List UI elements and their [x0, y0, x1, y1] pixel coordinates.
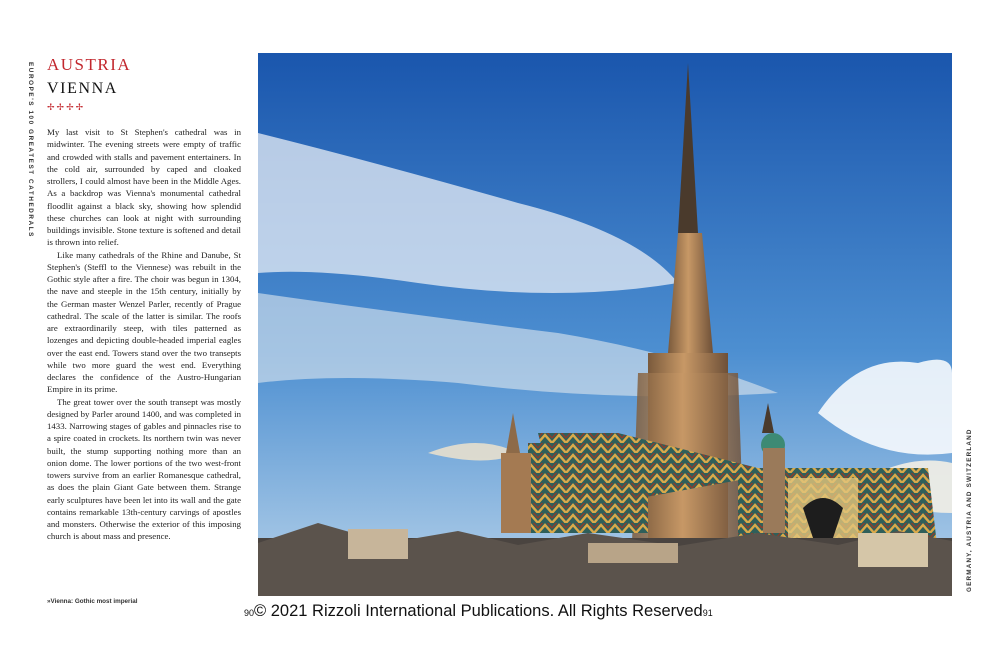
copyright-text: © 2021 Rizzoli International Publications. All Rights Reserved: [254, 602, 703, 620]
ornament-crosses: ✢✢✢✢: [47, 102, 86, 112]
paragraph-2: Like many cathedrals of the Rhine and Danube, St Stephen's (Steffl to the Viennese) was rebuilt in the Gothic style after a fire. The choir was begun in 1304, the nave and steeple in the 15th century, initially by the German master Wenzel Parler, recently of Prague cathedral. The scale of the latter is similar. The roofs are extraordinarily steep, with tiles patterned as lozenges and depicting double-headed imperial eagles over the east end. Towers stand over the two transepts while two more guard the west end. Everything declares the confidence of the Austro-Hungarian Empire in its prime.: [47, 249, 241, 395]
photo-caption: »Vienna: Gothic most imperial: [47, 598, 138, 605]
article-body: [47, 126, 241, 543]
country-heading: AUSTRIA: [47, 55, 132, 74]
page-number-right: 91: [702, 608, 713, 618]
copyright-notice: [244, 602, 713, 621]
paragraph-1: My last visit to St Stephen's cathedral was in midwinter. The evening streets were empty of traffic and crowded with stalls and pavement entertainers. In the cold air, surrounded by caped and cloaked strollers, I could almost have been in the Middle Ages. As a backdrop was Vienna's monumental cathedral floodlit against a black sky, showing how splendid these churches can look at night with surrounding buildings invisible. Stone texture is softened and detail is thrown into relief.: [47, 127, 241, 248]
cathedral-photo: [258, 53, 952, 596]
cathedral-illustration: [258, 53, 952, 596]
running-header: EUROPE'S 100 GREATEST CATHEDRALS: [27, 62, 34, 238]
city-heading: VIENNA: [47, 80, 118, 97]
page-number-left: 90: [244, 608, 255, 618]
running-footer: GERMANY, AUSTRIA AND SWITZERLAND: [966, 428, 973, 592]
paragraph-3: The great tower over the south transept was mostly designed by Parler around 1400, and was completed in 1433. Narrowing stages of gables and pinnacles rise to a spire coated in crockets. Its northern twin was never built, the stump supporting nothing more than an onion dome. The lower portions of the two west-front towers survive from an earlier Romanesque cathedral, as does the plain Giant Gate between them. Strange early sculptures have been let into its wall and the gate contains remarkable 13th-century carvings of apostles and monsters. Otherwise the exterior of this imposing church is about mass and presence.: [47, 396, 241, 542]
